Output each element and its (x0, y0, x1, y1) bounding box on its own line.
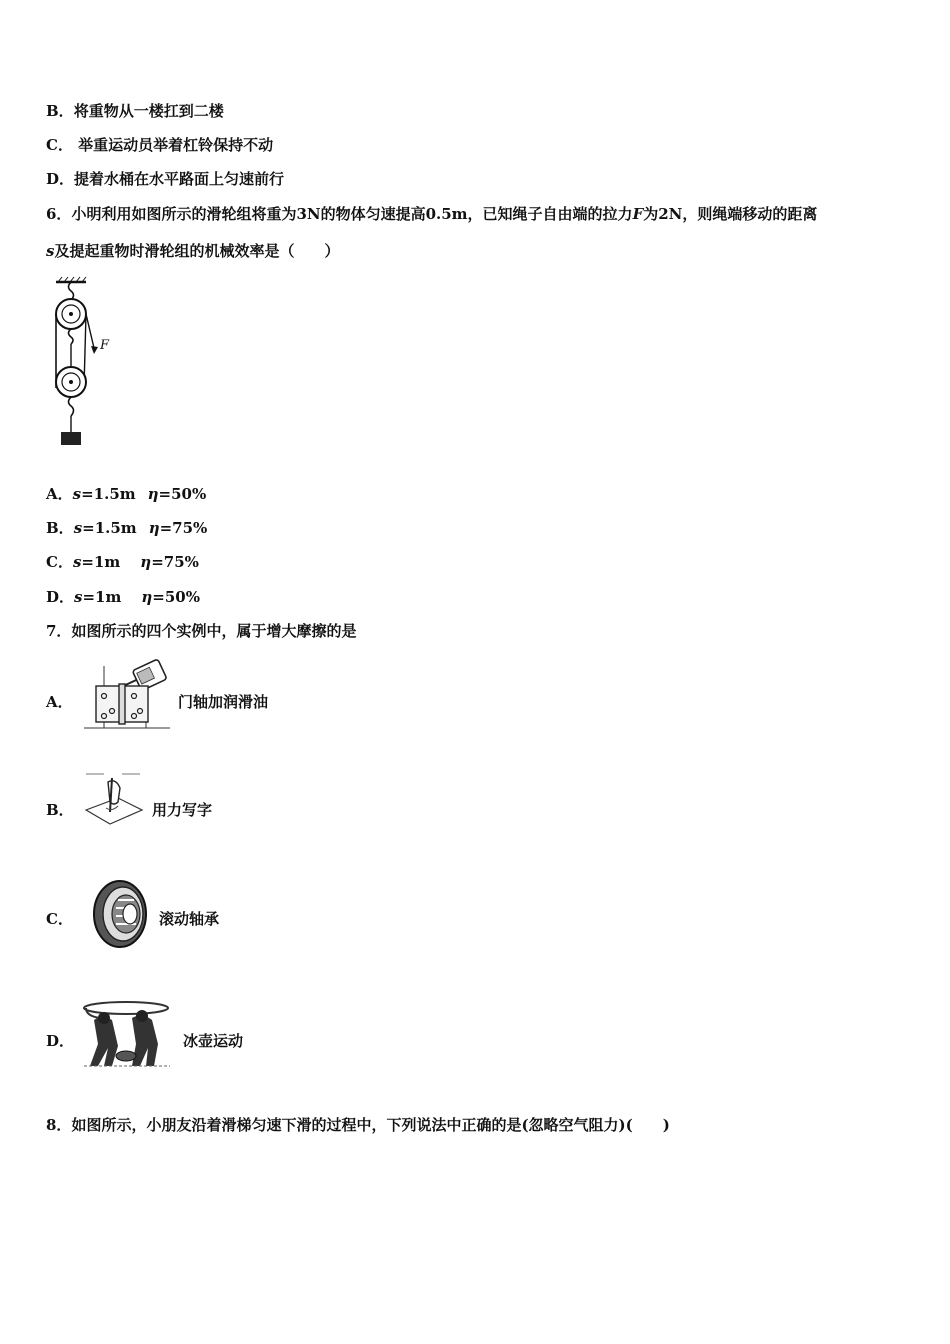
hand-writing-icon (82, 768, 146, 828)
option-s-var: s (74, 588, 83, 606)
q7-option-d-caption: 冰壶运动 (183, 1032, 244, 1050)
option-label: D． (46, 170, 75, 188)
q6-stem-part2: 为2N，则绳端移动的距离 (643, 205, 818, 223)
option-s-value: =1m (81, 553, 121, 571)
option-s-var: s (72, 553, 82, 571)
q6-option-a (46, 484, 206, 504)
option-eta-value: =75% (159, 519, 208, 537)
q6-stem-line1 (46, 204, 817, 224)
door-hinge-oil-icon (82, 656, 174, 734)
option-eta-var: η (141, 588, 153, 606)
option-s-var: s (73, 519, 83, 537)
q7-option-a-caption: 门轴加润滑油 (178, 693, 269, 711)
option-eta-value: =50% (152, 588, 200, 606)
option-label: D． (46, 588, 75, 606)
q6-option-c (46, 552, 199, 572)
q6-stem-part3: 及提起重物时滑轮组的机械效率是（ ） (54, 242, 340, 260)
q6-distance-var: s (46, 242, 55, 260)
q7-option-d-label: D． (46, 1032, 75, 1050)
question-number: 8． (46, 1116, 72, 1134)
q7-option-c-label: C． (46, 910, 73, 928)
q6-stem-part1: 小明利用如图所示的滑轮组将重为3N的物体匀速提高0.5m，已知绳子自由端的拉力 (71, 205, 633, 223)
q6-option-b (46, 518, 207, 538)
pulley-system-figure (44, 276, 124, 451)
option-eta-value: =75% (151, 553, 199, 571)
ball-bearing-icon (90, 878, 152, 950)
q7-option-c-caption: 滚动轴承 (159, 910, 220, 928)
option-eta-value: =50% (158, 485, 207, 503)
option-eta-var: η (148, 519, 160, 537)
option-label: B． (46, 519, 74, 537)
option-eta-var: η (140, 553, 152, 571)
q5-option-d (46, 169, 284, 189)
force-label: F (100, 338, 110, 353)
q8-stem-text: 如图所示，小朋友沿着滑梯匀速下滑的过程中，下列说法中正确的是(忽略空气阻力)( ) (71, 1116, 670, 1134)
curling-icon (80, 998, 174, 1072)
q5-option-c (46, 135, 273, 155)
option-s-var: s (72, 485, 82, 503)
option-label: C． (46, 553, 73, 571)
q6-option-d (46, 587, 200, 607)
option-text: 将重物从一楼扛到二楼 (73, 102, 224, 120)
option-label: A． (46, 485, 73, 503)
option-label: C． (46, 136, 73, 154)
q7-option-b-label: B． (46, 801, 74, 819)
option-s-value: =1m (82, 588, 122, 606)
q7-stem (46, 621, 356, 641)
question-number: 7． (46, 622, 72, 640)
q6-stem-line2 (46, 241, 339, 261)
q7-option-b-caption: 用力写字 (152, 801, 213, 819)
option-eta-var: η (147, 485, 159, 503)
q8-stem (46, 1115, 670, 1135)
question-number: 6． (46, 205, 72, 223)
q7-stem-text: 如图所示的四个实例中，属于增大摩擦的是 (71, 622, 357, 640)
q7-option-a-label: A． (46, 693, 73, 711)
pulley-diagram-icon (44, 276, 124, 451)
option-text: 举重运动员举着杠铃保持不动 (72, 136, 274, 154)
q6-force-var: F (632, 205, 644, 223)
option-label: B． (46, 102, 74, 120)
q5-option-b (46, 101, 224, 121)
option-s-value: =1.5m (81, 485, 136, 503)
option-s-value: =1.5m (82, 519, 137, 537)
option-text: 提着水桶在水平路面上匀速前行 (74, 170, 285, 188)
